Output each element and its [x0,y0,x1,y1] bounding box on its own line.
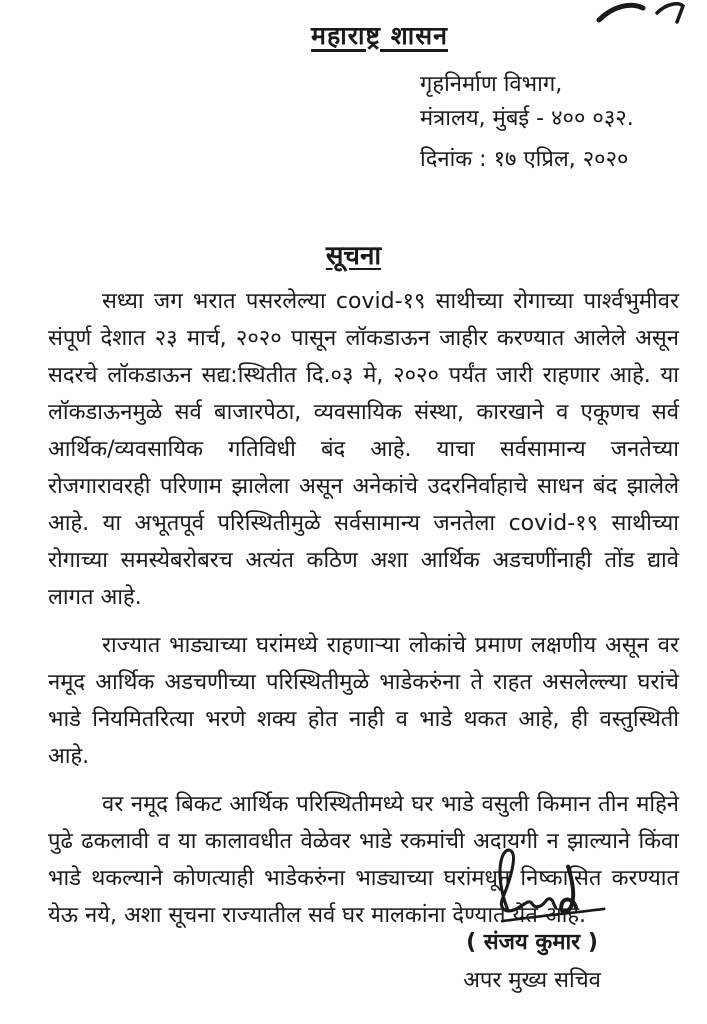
date-line: दिनांक : १७ एप्रिल, २०२० [420,147,629,172]
address-line: मंत्रालय, मुंबई - ४०० ०३२. [420,106,634,131]
body-paragraph-2: राज्यात भाड्याच्या घरांमध्ये राहणाऱ्या लोकांचे प्रमाण लक्षणीय असून वर नमूद आर्थिक अडचणीच्या परिस्थितीमुळे भाडेकरुंना ते राहत असलेल्ल्या घरांचे भाडे नियमितरित्या भरणे शक्य होत नाही व भाडे थकत आहे, ही वस्तुस्थिती आहे. [48,633,679,769]
signatory-designation: अपर मुख्य सचिव [463,968,601,993]
government-title: महाराष्ट्र शासन [311,21,448,50]
body-paragraph-1: सध्या जग भरात पसरलेल्या covid-१९ साथीच्या रोगाच्या पार्श्वभुमीवर संपूर्ण देशात २३ मार्च, २०२० पासून लॉकडाऊन जाहीर करण्यात आलेले असून सदरचे लॉकडाऊन सद्य:स्थितीत दि.०३ मे, २०२० पर्यंत जारी राहणार आहे. या लॉकडाऊनमुळे सर्व बाजारपेठा, व्यवसायिक संस्था, कारखाने व एकूणच सर्व आर्थिक/व्यवसायिक गतिविधी बंद आहे. याचा सर्वसामान्य जनतेच्या रोजगारावरही परिणाम झालेला असून अनेकांचे उदरनिर्वाहाचे साधन बंद झालेले आहे. या अभूतपूर्व परिस्थितीमुळे सर्वसामान्य जनतेला covid-१९ साथीच्या रोगाच्या समस्येबरोबरच अत्यंत कठिण अशा आर्थिक अडचणींनाही तोंड द्यावे लागत आहे. [48,289,679,610]
letterhead-address-block [420,68,634,177]
notice-heading: सूचना [325,241,382,271]
signature-block [412,842,652,994]
department-line: गृहनिर्माण विभाग, [420,72,563,97]
signatory-name: ( संजय कुमार ) [466,930,598,955]
handwritten-signature-icon [447,842,617,930]
body-paragraph-3: वर नमूद बिकट आर्थिक परिस्थितीमध्ये घर भाडे वसुली किमान तीन महिने पुढे ढकलावी व या कालावधीत वेळेवर भाडे रकमांची अदायगी न झाल्याने किंवा भाडे थकल्याने कोणत्याही भाडेकरुंना भाड्याच्या घरांमधून निष्कासित करण्यात येऊ नये, अशा सूचना राज्यातील सर्व घर मालकांना देण्यात येत आहे. [48,792,679,928]
